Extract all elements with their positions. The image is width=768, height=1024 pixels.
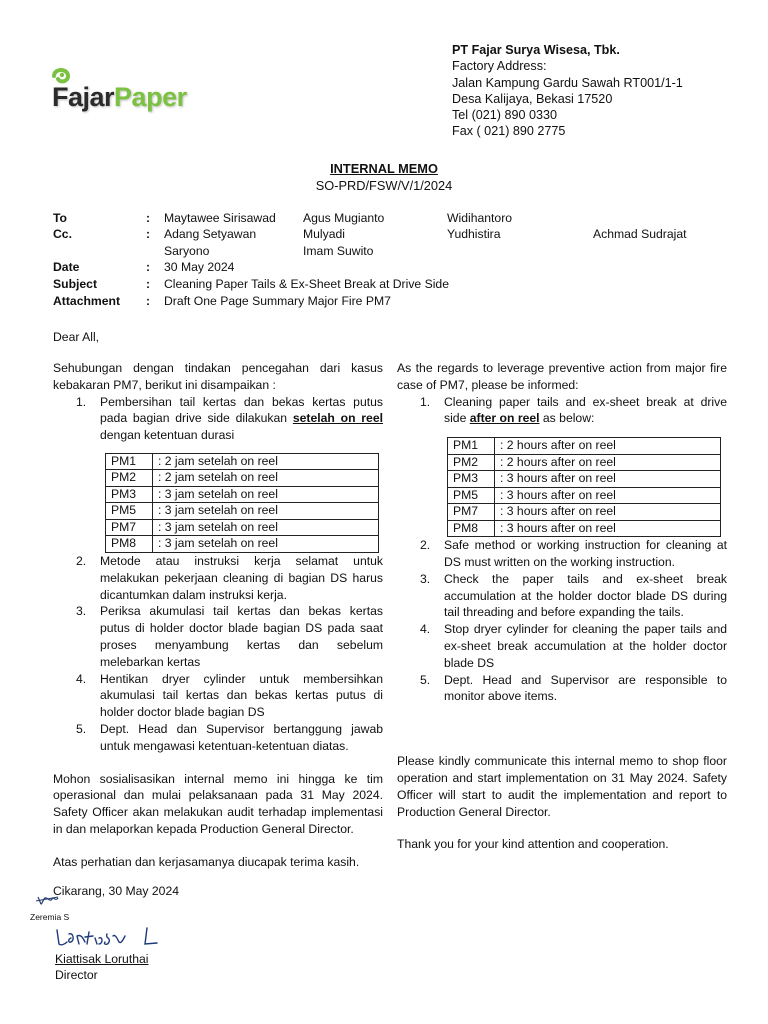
subject-label: Subject — [53, 276, 98, 291]
cc-recipient: Adang Setyawan — [164, 227, 257, 242]
duration-cell: : 3 hours after on reel — [495, 471, 721, 488]
item-text: Check the paper tails and ex-sheet break accumulation at the holder doctor blade DS during tail threading and before expanding the tails. — [444, 571, 727, 620]
item-number: 5. — [76, 721, 87, 736]
memo-attachment: Draft One Page Summary Major Fire PM7 — [164, 294, 391, 309]
memo-title-block — [0, 160, 768, 194]
machine-cell: PM5 — [106, 503, 153, 520]
instruction-list — [53, 394, 383, 755]
list-item — [397, 571, 727, 621]
list-item — [53, 721, 383, 755]
cc-recipient: Imam Suwito — [303, 243, 374, 258]
intro-paragraph: As the regards to leverage preventive action from major fire case of PM7, please be informed: — [397, 361, 727, 392]
item-text: Cleaning paper tails and ex-sheet break at drive side — [444, 394, 727, 426]
item-number: 4. — [420, 622, 431, 637]
table-row — [106, 519, 379, 536]
duration-cell: : 3 jam setelah on reel — [153, 536, 379, 553]
colon: : — [146, 276, 151, 291]
machine-cell: PM3 — [106, 486, 153, 503]
table-row — [448, 487, 721, 504]
to-recipient: Maytawee Sirisawad — [164, 211, 276, 225]
list-item — [397, 621, 727, 671]
machine-cell: PM7 — [106, 519, 153, 536]
cc-label: Cc. — [53, 227, 72, 242]
list-item — [53, 553, 383, 603]
item-text: dengan ketentuan durasi — [100, 428, 235, 443]
logo-text-dark: Fajar — [52, 82, 115, 112]
instruction-list — [397, 394, 727, 706]
cc-recipient: Achmad Sudrajat — [593, 227, 687, 242]
item-number: 1. — [76, 394, 87, 409]
table-row — [448, 520, 721, 537]
item-text: Hentikan dryer cylinder untuk membersihkan akumulasi tail kertas dan bekas kertas putus di holder doctor blade bagian DS — [100, 671, 383, 720]
colon: : — [146, 227, 151, 242]
fax: Fax ( 021) 890 2775 — [452, 124, 566, 139]
signer-position: Director — [55, 968, 98, 983]
intro-paragraph: Sehubungan dengan tindakan pencegahan dari kasus kebakaran PM7, berikut ini disampaikan : — [53, 361, 383, 392]
item-text: Periksa akumulasi tail kertas dan bekas kertas putus di holder doctor blade bagian DS pada saat proses menyambung kertas dan sebelum melebarkan kertas — [100, 604, 383, 669]
memo-subject: Cleaning Paper Tails & Ex-Sheet Break at Drive Side — [164, 276, 449, 291]
colon: : — [146, 211, 151, 225]
address-line1: Jalan Kampung Gardu Sawah RT001/1-1 — [452, 75, 683, 90]
to-recipient: Agus Mugianto — [303, 211, 385, 225]
table-row — [106, 470, 379, 487]
table-row — [106, 486, 379, 503]
table-row — [448, 504, 721, 521]
duration-cell: : 3 hours after on reel — [495, 520, 721, 537]
english-column — [397, 360, 727, 853]
machine-cell: PM8 — [106, 536, 153, 553]
machine-cell: PM1 — [106, 453, 153, 470]
date-label: Date — [53, 260, 80, 275]
director-signature — [55, 924, 165, 984]
machine-cell: PM2 — [448, 454, 495, 471]
table-row — [448, 438, 721, 455]
signer-name: Kiattisak Loruthai — [55, 952, 149, 966]
item-text: Dept. Head dan Supervisor bertanggung jawab untuk mengawasi ketentuan-ketentuan diatas. — [100, 721, 383, 753]
duration-cell: : 3 hours after on reel — [495, 504, 721, 521]
machine-cell: PM5 — [448, 487, 495, 504]
list-item — [53, 603, 383, 670]
duration-cell: : 2 jam setelah on reel — [153, 453, 379, 470]
duration-table — [447, 437, 721, 537]
company-logo — [40, 66, 210, 118]
telephone: Tel (021) 890 0330 — [452, 108, 558, 123]
address-label: Factory Address: — [452, 59, 547, 74]
memo-number: SO-PRD/FSW/V/1/2024 — [315, 178, 453, 193]
item-text: as below: — [539, 411, 595, 426]
thanks-paragraph: Thank you for your kind attention and cooperation. — [397, 837, 669, 852]
item-text: Dept. Head and Supervisor are responsible to monitor above items. — [444, 672, 727, 704]
table-row — [106, 536, 379, 553]
machine-cell: PM1 — [448, 438, 495, 455]
duration-cell: : 3 jam setelah on reel — [153, 503, 379, 520]
cc-recipient: Mulyadi — [303, 227, 345, 242]
company-name: PT Fajar Surya Wisesa, Tbk. — [452, 43, 620, 57]
list-item — [53, 671, 383, 721]
duration-cell: : 3 hours after on reel — [495, 487, 721, 504]
duration-cell: : 2 hours after on reel — [495, 438, 721, 455]
item-number: 2. — [76, 553, 87, 568]
item-number: 3. — [420, 571, 431, 586]
table-row — [448, 454, 721, 471]
item-number: 3. — [76, 604, 87, 619]
item-text: Stop dryer cylinder for cleaning the paper tails and ex-sheet break accumulation at the holder doctor blade DS — [444, 622, 727, 670]
item-text: Pembersihan tail kertas dan bekas kertas putus pada bagian drive side dilakukan — [100, 394, 383, 426]
duration-cell: : 2 jam setelah on reel — [153, 470, 379, 487]
memo-header — [53, 210, 733, 310]
handwritten-signature-icon — [55, 924, 165, 950]
greeting: Dear All, — [53, 330, 100, 344]
indonesian-column — [53, 360, 383, 871]
machine-cell: PM8 — [448, 520, 495, 537]
list-item — [53, 394, 383, 553]
company-address — [452, 42, 683, 140]
colon: : — [146, 294, 151, 309]
duration-table — [105, 453, 379, 553]
item-number: 1. — [420, 394, 431, 409]
item-number: 2. — [420, 538, 431, 553]
duration-cell: : 2 hours after on reel — [495, 454, 721, 471]
memo-title: INTERNAL MEMO — [330, 161, 438, 176]
duration-cell: : 3 jam setelah on reel — [153, 486, 379, 503]
closing-paragraph: Please kindly communicate this internal memo to shop floor operation and start implementation on 31 May 2024. Safety Officer will start to audit the implementation and report to Production General Director. — [397, 754, 727, 819]
machine-cell: PM3 — [448, 471, 495, 488]
initial-signature — [28, 893, 88, 922]
item-emphasis: setelah on reel — [292, 411, 383, 426]
machine-cell: PM7 — [448, 504, 495, 521]
logo-text — [52, 82, 187, 113]
attachment-label: Attachment — [53, 294, 121, 309]
duration-cell: : 3 jam setelah on reel — [153, 519, 379, 536]
thanks-paragraph: Atas perhatian dan kerjasamanya diucapak terima kasih. — [53, 854, 360, 869]
list-item — [397, 672, 727, 706]
to-label: To — [53, 211, 67, 225]
signature-place-date: Cikarang, 30 May 2024 — [53, 884, 180, 898]
item-number: 4. — [76, 671, 87, 686]
address-line2: Desa Kalijaya, Bekasi 17520 — [452, 91, 613, 106]
table-row — [448, 471, 721, 488]
cc-recipient: Yudhistira — [447, 227, 501, 242]
table-row — [106, 453, 379, 470]
memo-date: 30 May 2024 — [164, 260, 235, 275]
item-number: 5. — [420, 672, 431, 687]
to-recipient: Widihantoro — [447, 211, 513, 225]
cc-recipient: Saryono — [164, 243, 210, 258]
item-emphasis: after on reel — [469, 411, 540, 426]
closing-paragraph: Mohon sosialisasikan internal memo ini hingga ke tim operasional dan mulai pelaksanaan pada 31 May 2024. Safety Officer akan melakukan audit terhadap implementasi in dan melaporkan kepada Production General Director. — [53, 771, 383, 836]
item-text: Safe method or working instruction for cleaning at DS must written on the working instruction. — [444, 538, 727, 569]
list-item — [397, 394, 727, 538]
initial-name: Zeremia S — [30, 912, 70, 922]
colon: : — [146, 260, 151, 275]
list-item — [397, 537, 727, 571]
logo-text-green: Paper — [114, 82, 187, 112]
table-row — [106, 503, 379, 520]
item-text: Metode atau instruksi kerja selamat untuk melakukan pekerjaan cleaning di bagian DS harus dicantumkan dalam instruksi kerja. — [100, 553, 383, 602]
machine-cell: PM2 — [106, 470, 153, 487]
